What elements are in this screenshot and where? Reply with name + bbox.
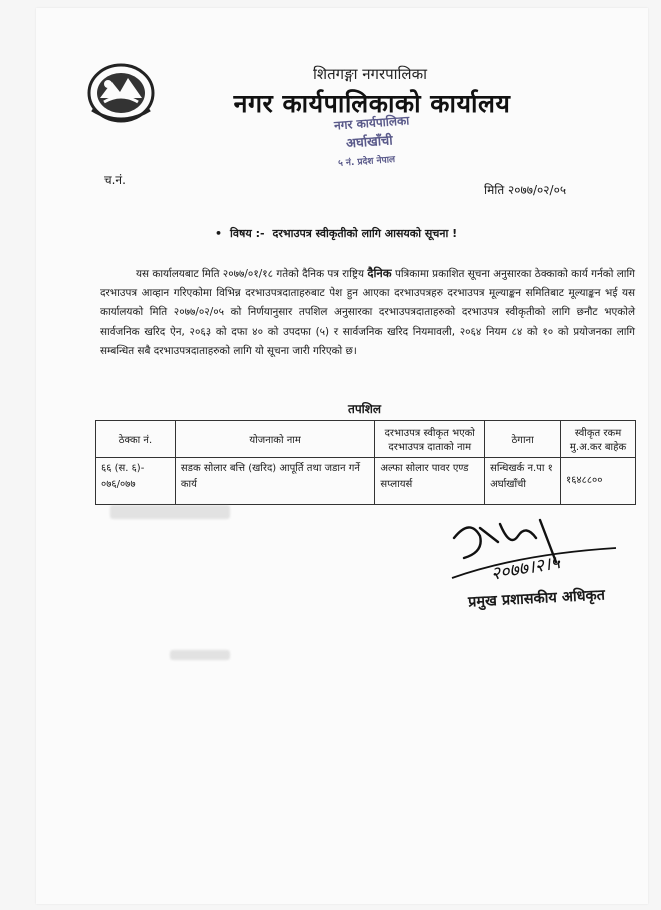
stamp-line-2: अर्घाखाँची bbox=[345, 133, 394, 152]
table-row bbox=[96, 458, 636, 505]
stamp-line-1: नगर कार्यपालिका bbox=[333, 113, 410, 133]
cell-amount: १६४८८०० bbox=[561, 458, 636, 505]
subject-label: विषय :- bbox=[230, 227, 265, 240]
cell-project-name: सडक सोलार बत्ति (खरिद) आपूर्ति तथा जडान गर्ने कार्य bbox=[175, 458, 374, 505]
subject-line bbox=[215, 226, 457, 241]
body-bold-word: दैनिक bbox=[367, 266, 392, 280]
cell-address: सन्धिखर्क न.पा १ अर्घाखाँची bbox=[485, 458, 561, 505]
scan-smudge bbox=[170, 650, 230, 660]
bullet-icon: • bbox=[215, 227, 223, 240]
reference-number-label: च.नं. bbox=[104, 173, 126, 187]
header-amount: स्वीकृत रकम मु.अ.कर बाहेक bbox=[561, 421, 636, 458]
municipality-emblem-icon bbox=[86, 62, 156, 124]
body-part-1: यस कार्यालयबाट मिति २०७७/०१/१८ गतेको दैनिक पत्र राष्ट्रिय bbox=[136, 268, 365, 280]
cell-bidder-name: अल्फा सोलार पावर एण्ड सप्लायर्स bbox=[375, 458, 485, 505]
municipality-name: शितगङ्गा नगरपालिका bbox=[313, 65, 427, 83]
letter-date: मिति २०७७/०२/०५ bbox=[484, 183, 567, 197]
office-stamp bbox=[316, 110, 444, 176]
header-contract-no: ठेक्का नं. bbox=[96, 421, 176, 458]
signature-date: २०७७।२।५ bbox=[489, 552, 562, 585]
scan-smudge bbox=[110, 505, 230, 519]
header-address: ठेगाना bbox=[485, 421, 561, 458]
signatory-title: प्रमुख प्रशासकीय अधिकृत bbox=[467, 587, 606, 611]
header-bidder-name: दरभाउपत्र स्वीकृत भएको दरभाउपत्र दाताको नाम bbox=[375, 421, 485, 458]
notice-body bbox=[100, 264, 635, 361]
subject-text: दरभाउपत्र स्वीकृतीको लागि आसयको सूचना ! bbox=[272, 227, 458, 240]
body-part-2: पत्रिकामा प्रकाशित सूचना अनुसारका ठेक्काको कार्य गर्नको लागि दरभाउपत्र आव्हान गरिएकोमा विभिन्न दरभाउपत्रदाताहरुबाट पेश हुन आएका दरभाउपत्रहरु दरभाउपत्र मूल्याङ्कन समितिबाट मूल्याङ्कन भई यस कार्यालयको मिति २०७७/०२/०५ को निर्णयानुसार तपशिल अनुसारका दरभाउपत्रदाताहरुको दरभाउपत्र स्वीकृतीको लागि छनौट भएकोले सार्वजनिक खरिद ऐन, २०६३ को दफा ४० को उपदफा (५) र सार्वजनिक खरिद नियमावली, २०६४ नियम ८४ को १० को प्रयोजनका लागि सम्बन्धित सबै दरभाउपत्रदाताहरुको लागि यो सूचना जारी गरिएको छ। bbox=[100, 268, 636, 357]
office-title: नगर कार्यपालिकाको कार्यालय bbox=[233, 89, 511, 118]
table-header-row bbox=[96, 421, 636, 458]
cell-contract-no: ६६ (स. ६)- ०७६/०७७ bbox=[96, 458, 176, 505]
schedule-heading: तपशिल bbox=[348, 402, 382, 416]
header-project-name: योजनाको नाम bbox=[175, 421, 374, 458]
stamp-line-3: ५ नं. प्रदेश नेपाल bbox=[337, 155, 396, 169]
schedule-table bbox=[95, 420, 636, 505]
